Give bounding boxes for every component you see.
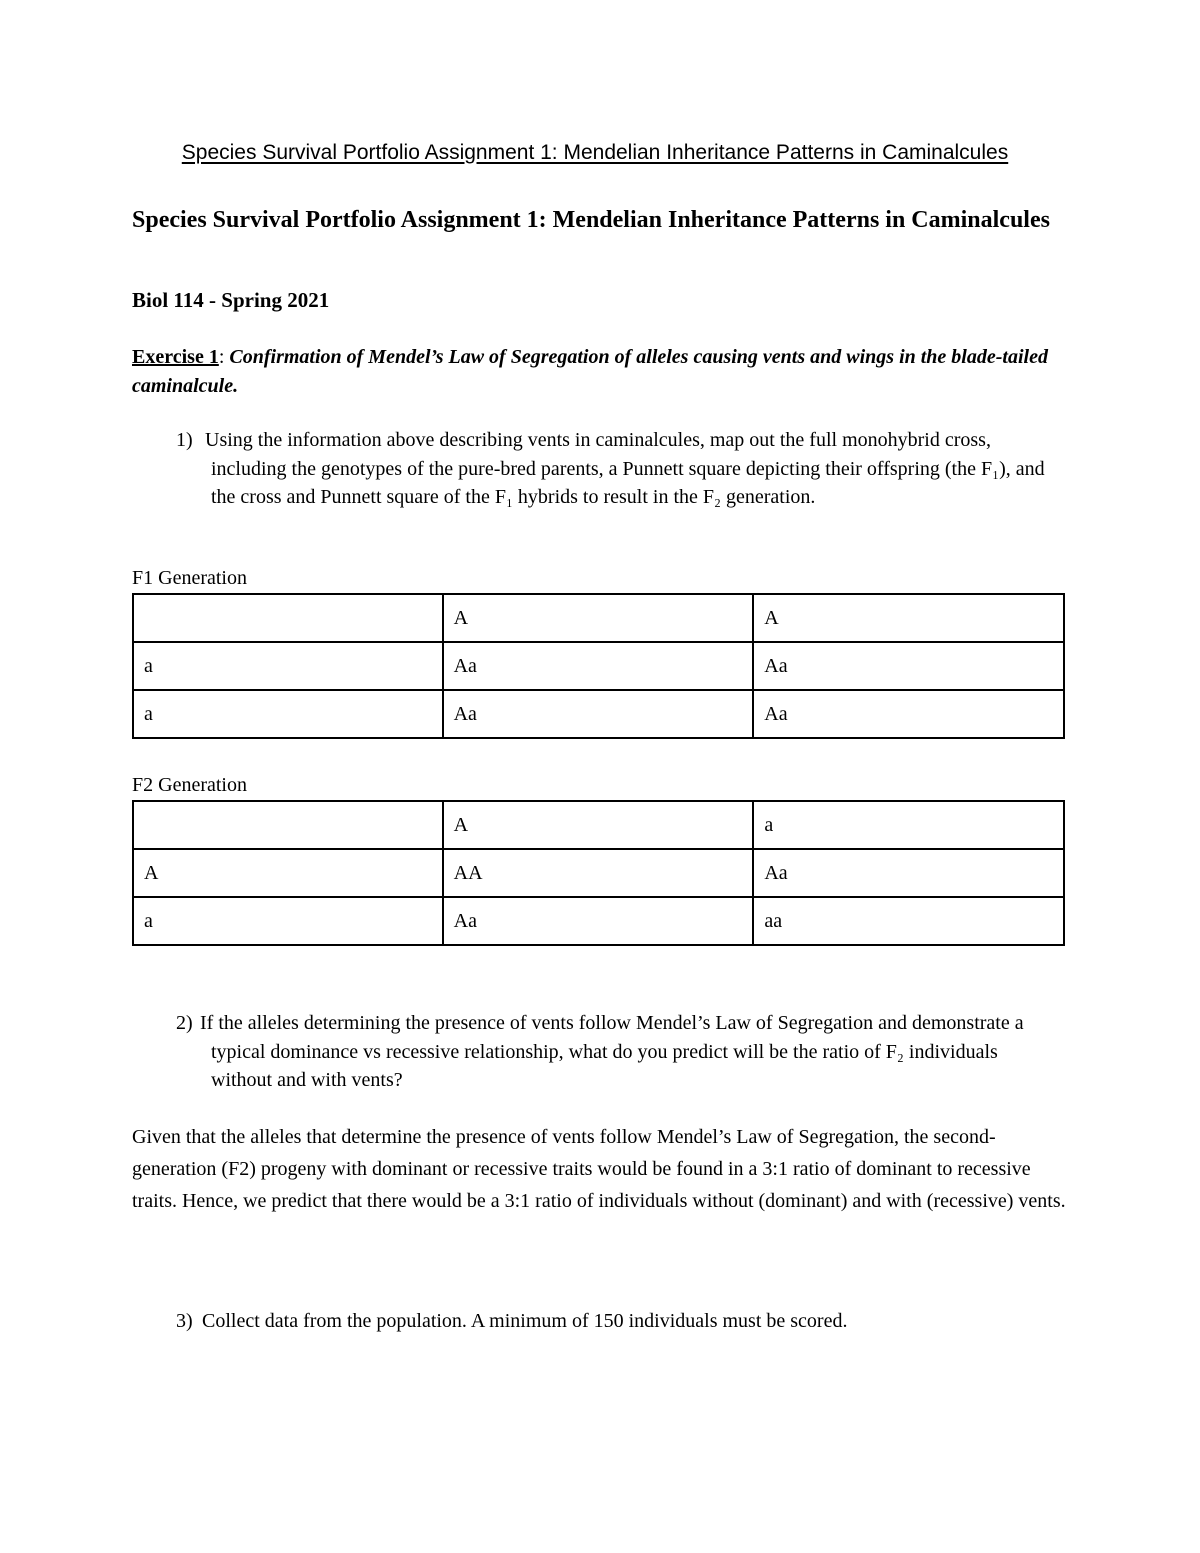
f1-punnett-square xyxy=(132,593,1065,739)
table-cell: A xyxy=(133,849,443,897)
exercise-heading xyxy=(132,343,1072,401)
table-cell: Aa xyxy=(753,690,1064,738)
question-3 xyxy=(0,1307,1200,1339)
question-3-text: Collect data from the population. A minimum of 150 individuals must be scored. xyxy=(202,1310,848,1332)
table-cell: aa xyxy=(753,897,1064,945)
question-2-text: If the alleles determining the presence of vents follow Mendel’s Law of Segregation and demonstrate a typical dominance vs recessive relationship, what do you predict will be the ratio of F₂ individuals without and with vents? xyxy=(200,1012,1024,1091)
exercise-separator: : xyxy=(218,346,230,368)
course-line: Biol 114 - Spring 2021 xyxy=(132,288,330,312)
f1-label: F1 Generation xyxy=(132,567,247,589)
table-cell: a xyxy=(133,642,443,690)
table-cell: A xyxy=(443,801,754,849)
table-cell: A xyxy=(443,594,754,642)
question-3-number: 3) xyxy=(176,1310,193,1332)
table-row xyxy=(133,897,1064,945)
table-cell: Aa xyxy=(753,849,1064,897)
header-title: Species Survival Portfolio Assignment 1: Mendelian Inheritance Patterns in Caminalcules xyxy=(181,141,1009,164)
table-cell: Aa xyxy=(753,642,1064,690)
f2-punnett-square xyxy=(132,800,1065,946)
table-cell: AA xyxy=(443,849,754,897)
table-row xyxy=(133,849,1064,897)
f2-label: F2 Generation xyxy=(132,774,247,796)
question-2 xyxy=(0,1009,1200,1099)
table-cell: Aa xyxy=(443,690,754,738)
table-row xyxy=(133,594,1064,642)
question-1 xyxy=(0,426,1200,546)
table-cell: a xyxy=(133,897,443,945)
table-cell: A xyxy=(753,594,1064,642)
table-cell: a xyxy=(753,801,1064,849)
question-1-number: 1) xyxy=(176,429,193,451)
answer-2-paragraph: Given that the alleles that determine the presence of vents follow Mendel’s Law of Segregation, the second-generation (F2) progeny with dominant or recessive traits would be found in a 3:1 ratio of dominant to recessive traits. Hence, we predict that there would be a 3:1 ratio of individuals without (dominant) and with (recessive) vents. xyxy=(132,1126,1066,1212)
table-row xyxy=(133,801,1064,849)
question-1-text: Using the information above describing vents in caminalcules, map out the full monohybrid cross, including the genotypes of the pure-bred parents, a Punnett square depicting their offspring (the F₁), and the cross and Punnett square of the F₁ hybrids to result in the F₂ generation. xyxy=(205,429,1045,508)
document-title: Species Survival Portfolio Assignment 1: Mendelian Inheritance Patterns in Caminalcules xyxy=(132,207,1050,233)
exercise-text: Confirmation of Mendel’s Law of Segregation of alleles causing vents and wings in the blade-tailed caminalcule. xyxy=(132,346,1048,397)
table-cell: a xyxy=(133,690,443,738)
table-cell xyxy=(133,801,443,849)
table-cell: Aa xyxy=(443,642,754,690)
table-cell xyxy=(133,594,443,642)
table-cell: Aa xyxy=(443,897,754,945)
table-row xyxy=(133,690,1064,738)
table-row xyxy=(133,642,1064,690)
question-2-number: 2) xyxy=(176,1012,193,1034)
exercise-label: Exercise 1 xyxy=(132,346,219,368)
